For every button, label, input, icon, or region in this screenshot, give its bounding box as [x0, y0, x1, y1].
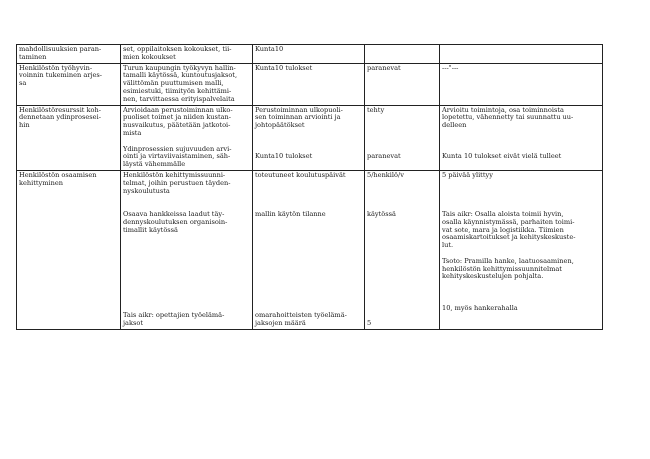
- indicator-cell: Perustoiminnan ulkopuoli- sen toiminnan arviointi ja johtopäätökset Kunta10 tulokset: [253, 105, 365, 170]
- result-cell: ---"---: [440, 63, 603, 105]
- target-cell: 5/henkilö/v käytössä 5: [365, 170, 440, 329]
- table-row: [17, 105, 603, 170]
- goal-cell: Henkilöstön osaamisen kehittyminen: [17, 170, 121, 329]
- table-row: [17, 170, 603, 329]
- action-cell: set, oppilaitoksen kokoukset, tii- mien kokoukset: [121, 45, 253, 64]
- indicator-cell: Kunta10 tulokset: [253, 63, 365, 105]
- goal-cell: Henkilöstöresurssit koh- dennetaan ydinprosesei- hin: [17, 105, 121, 170]
- target-cell: tehty paranevat: [365, 105, 440, 170]
- indicator-cell: Kunta10: [253, 45, 365, 64]
- action-cell: Arvioidaan perustoiminnan ulko- puoliset toimet ja niiden kustan- nusvaikutus, päätetään jatkotoi- mista Ydinprosessien sujuvuuden arvi- ointi ja virtaviivaistaminen, säh- läystä vähemmälle: [121, 105, 253, 170]
- action-cell: Henkilöstön kehittymissuunni- telmat, joihin perustuen täyden- nyskoulutusta Osaava hankkeissa laadut täy- dennyskoulutuksen organisoin- timallit käytössä Tais aikr: opettajien työelämä- jaksot: [121, 170, 253, 329]
- plan-table: [16, 44, 603, 330]
- action-cell: Turun kaupungin työkyvyn hallin- tamalli käytössä, kuntoutusjaksot, välittömän puuttumisen malli, esimiestuki, tiimityön kehittämi- nen, tarvittaessa erityispalvelaita: [121, 63, 253, 105]
- target-cell: paranevat: [365, 63, 440, 105]
- result-cell: 5 päivää ylittyy Tais aikr: Osalla aloista toimii hyvin, osalla käynnistymässä, parhaiten toimi- vat sote, mara ja logistiikka. Tiimien osaamiskartoitukset ja kehityskeskuste- lut. Tsoto: Pramilla hanke, laatuosaaminen, henkilöstön kehittymissuunnitelmat kehityskeskustelujen pohjalta. 10, myös hankerahalla: [440, 170, 603, 329]
- table-row: [17, 45, 603, 64]
- result-cell: Arvioitu toimintoja, osa toiminnoista lopetettu, vähennetty tai suunnattu uu- delleen Kunta 10 tulokset eivät vielä tulleet: [440, 105, 603, 170]
- result-cell: [440, 45, 603, 64]
- goal-cell: mahdollisuuksien paran- taminen: [17, 45, 121, 64]
- target-cell: [365, 45, 440, 64]
- indicator-cell: toteutuneet koulutuspäivät mallin käytön tilanne omarahoitteisten työelämä- jaksojen määrä: [253, 170, 365, 329]
- table-row: [17, 63, 603, 105]
- goal-cell: Henkilöstön työhyvin- voinnin tukeminen arjes- sa: [17, 63, 121, 105]
